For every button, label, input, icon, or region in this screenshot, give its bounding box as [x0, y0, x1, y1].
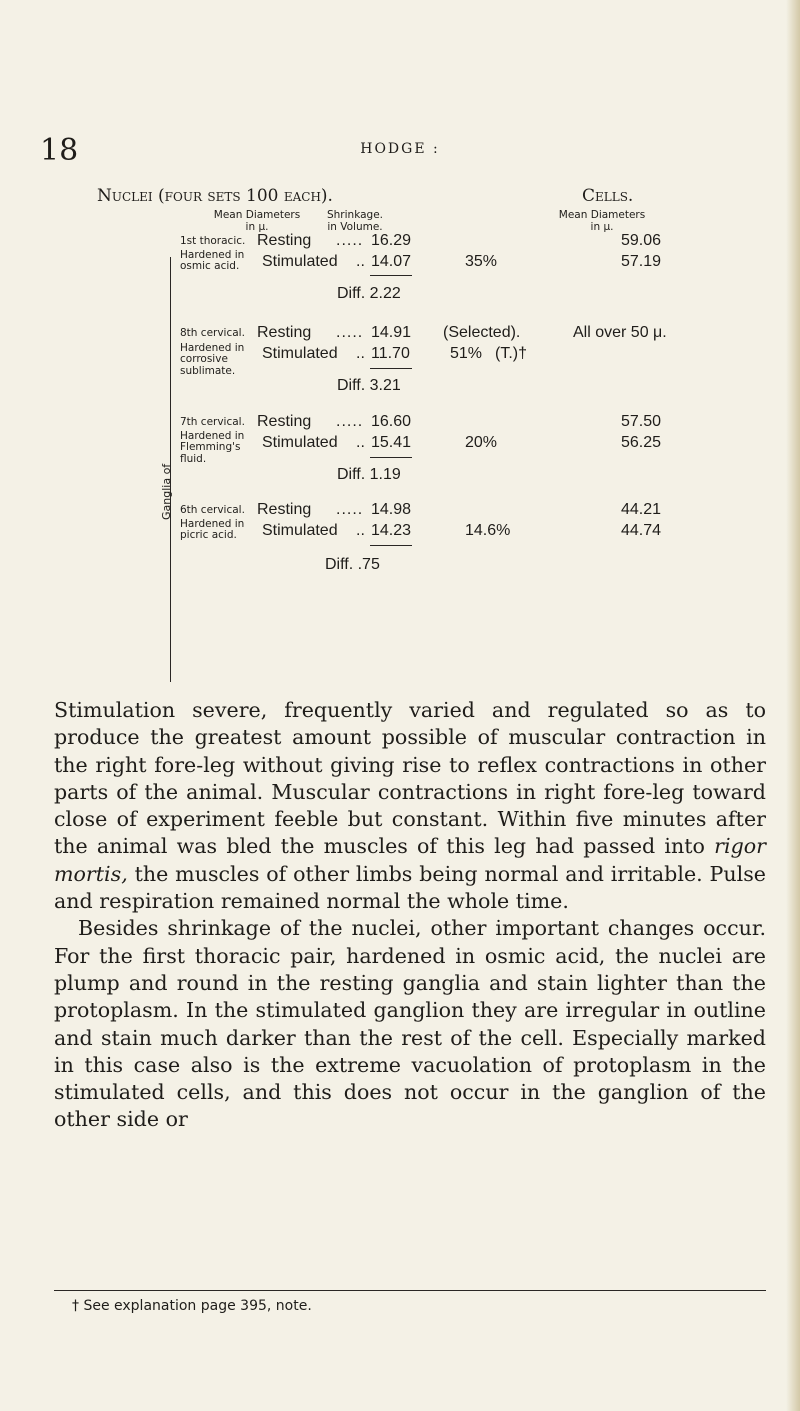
- resting-label: Resting: [257, 413, 312, 430]
- col-mean-diameters: Mean Diameters: [213, 209, 301, 221]
- italic-term: rigor mortis,: [54, 834, 766, 886]
- hardening-line: Hardened in: [180, 518, 245, 530]
- resting-value: 14.91: [371, 324, 412, 341]
- running-head: HODGE :: [360, 141, 440, 157]
- col-shrinkage: Shrinkage.: [326, 209, 384, 221]
- stimulated-value: 15.41: [371, 434, 412, 451]
- stimulated-value: 14.07: [371, 253, 412, 270]
- side-label: Ganglia of: [160, 463, 173, 520]
- stimulated-value: 11.70: [371, 345, 410, 362]
- shrinkage-value: 20%: [465, 434, 498, 451]
- shrinkage-value: 35%: [465, 253, 498, 270]
- shrinkage-value: 51%: [450, 345, 483, 362]
- cells-resting: 44.21: [621, 501, 662, 518]
- diff-value: Diff. .75: [325, 556, 380, 573]
- resting-value: 14.98: [371, 501, 412, 518]
- cells-stimulated: 56.25: [621, 434, 662, 451]
- diff-value: Diff. 3.21: [337, 377, 401, 394]
- nuclei-heading: Nuclei (four sets 100 each).: [97, 186, 333, 206]
- data-table: Nuclei (four sets 100 each). Cells. Mean Diameters in μ. Shrinkage. in Volume. Mean Diameters in μ. Ganglia of 1st thoracic. Hardened in osmic acid. Resting ..... 16.29 Stimulated .. 14.07 Diff. 2.22 35% 59.06 57.19 8th cervical. Hardened in corrosive sublimate. Resting ..... 14.91 Stimulated .. 11.70 Diff. 3.21 (Selected). 51% (T.)† All over 50 μ. 7th cervical. Hardened in Flemming's fluid. Resting ..... 16.60 Stimulated .. 15.41 Diff. 1.19 20% 57.50 56.25 6th cervical. Hardened in picric acid. Resting ..... 14.98 Stimulated .. 14.23 Diff. .75 14.6% 44.21 44.74: [0, 0, 800, 790]
- hardening-line: corrosive: [180, 353, 228, 365]
- cells-stimulated: 57.19: [621, 253, 662, 270]
- col-mean-diameters-unit: in μ.: [245, 221, 269, 233]
- resting-value: 16.60: [371, 413, 412, 430]
- hardening-line: Hardened in: [180, 342, 245, 354]
- diff-value: Diff. 1.19: [337, 466, 401, 483]
- stimulated-label: Stimulated: [262, 522, 338, 539]
- stimulated-value: 14.23: [371, 522, 412, 539]
- ganglion-label: 6th cervical.: [180, 504, 245, 516]
- col-cells-mean: Mean Diameters: [558, 209, 646, 221]
- page-number: 18: [40, 133, 79, 168]
- cells-stimulated: 44.74: [621, 522, 662, 539]
- resting-label: Resting: [257, 501, 312, 518]
- col-cells-mean-unit: in μ.: [590, 221, 614, 233]
- cells-heading: Cells.: [582, 186, 634, 206]
- resting-label: Resting: [257, 232, 312, 249]
- hardening-line: Hardened in: [180, 430, 245, 442]
- shrinkage-note: (Selected).: [443, 324, 521, 341]
- body-text: [54, 697, 766, 1134]
- footnote-rule: [54, 1290, 766, 1291]
- stimulated-label: Stimulated: [262, 253, 338, 270]
- cells-resting: 57.50: [621, 413, 662, 430]
- hardening-line: fluid.: [180, 453, 207, 465]
- footnote: † See explanation page 395, note.: [72, 1298, 312, 1314]
- resting-value: 16.29: [371, 232, 412, 249]
- hardening-line: picric acid.: [180, 529, 237, 541]
- hardening-line: Hardened in: [180, 249, 245, 261]
- shrinkage-ref: (T.)†: [495, 345, 527, 362]
- shrinkage-value: 14.6%: [465, 522, 511, 539]
- paragraph: Besides shrinkage of the nuclei, other important changes occur. For the first thoracic pair, hardened in osmic acid, the nuclei are plump and round in the resting ganglia and stain lighter than the protoplasm. In the stimulated ganglion they are irregular in outline and stain much darker than the rest of the cell. Especially marked in this case also is the extreme vacuolation of protoplasm in the stimulated cells, and this does not occur in the ganglion of the other side or: [54, 916, 766, 1132]
- hardening-line: sublimate.: [180, 365, 236, 377]
- col-shrinkage-unit: in Volume.: [327, 221, 383, 233]
- diff-value: Diff. 2.22: [337, 285, 401, 302]
- stimulated-label: Stimulated: [262, 434, 338, 451]
- cells-note: All over 50 μ.: [573, 324, 667, 341]
- stimulated-label: Stimulated: [262, 345, 338, 362]
- hardening-line: Flemming's: [180, 441, 241, 453]
- ganglion-label: 7th cervical.: [180, 416, 245, 428]
- resting-label: Resting: [257, 324, 312, 341]
- ganglion-label: 1st thoracic.: [180, 235, 246, 247]
- cells-resting: 59.06: [621, 232, 662, 249]
- paragraph: Stimulation severe, frequently varied and regulated so as to produce the greatest amount possible of muscular contraction in the right fore-leg without giving rise to reflex contractions in other parts of the animal. Muscular contractions in right fore-leg toward close of experiment feeble but constant. Within five minutes after the animal was bled the muscles of this leg had passed into rigor mortis, the muscles of other limbs being normal and irritable. Pulse and respiration remained normal the whole time.: [54, 698, 766, 914]
- hardening-line: osmic acid.: [180, 260, 240, 272]
- ganglion-label: 8th cervical.: [180, 327, 245, 339]
